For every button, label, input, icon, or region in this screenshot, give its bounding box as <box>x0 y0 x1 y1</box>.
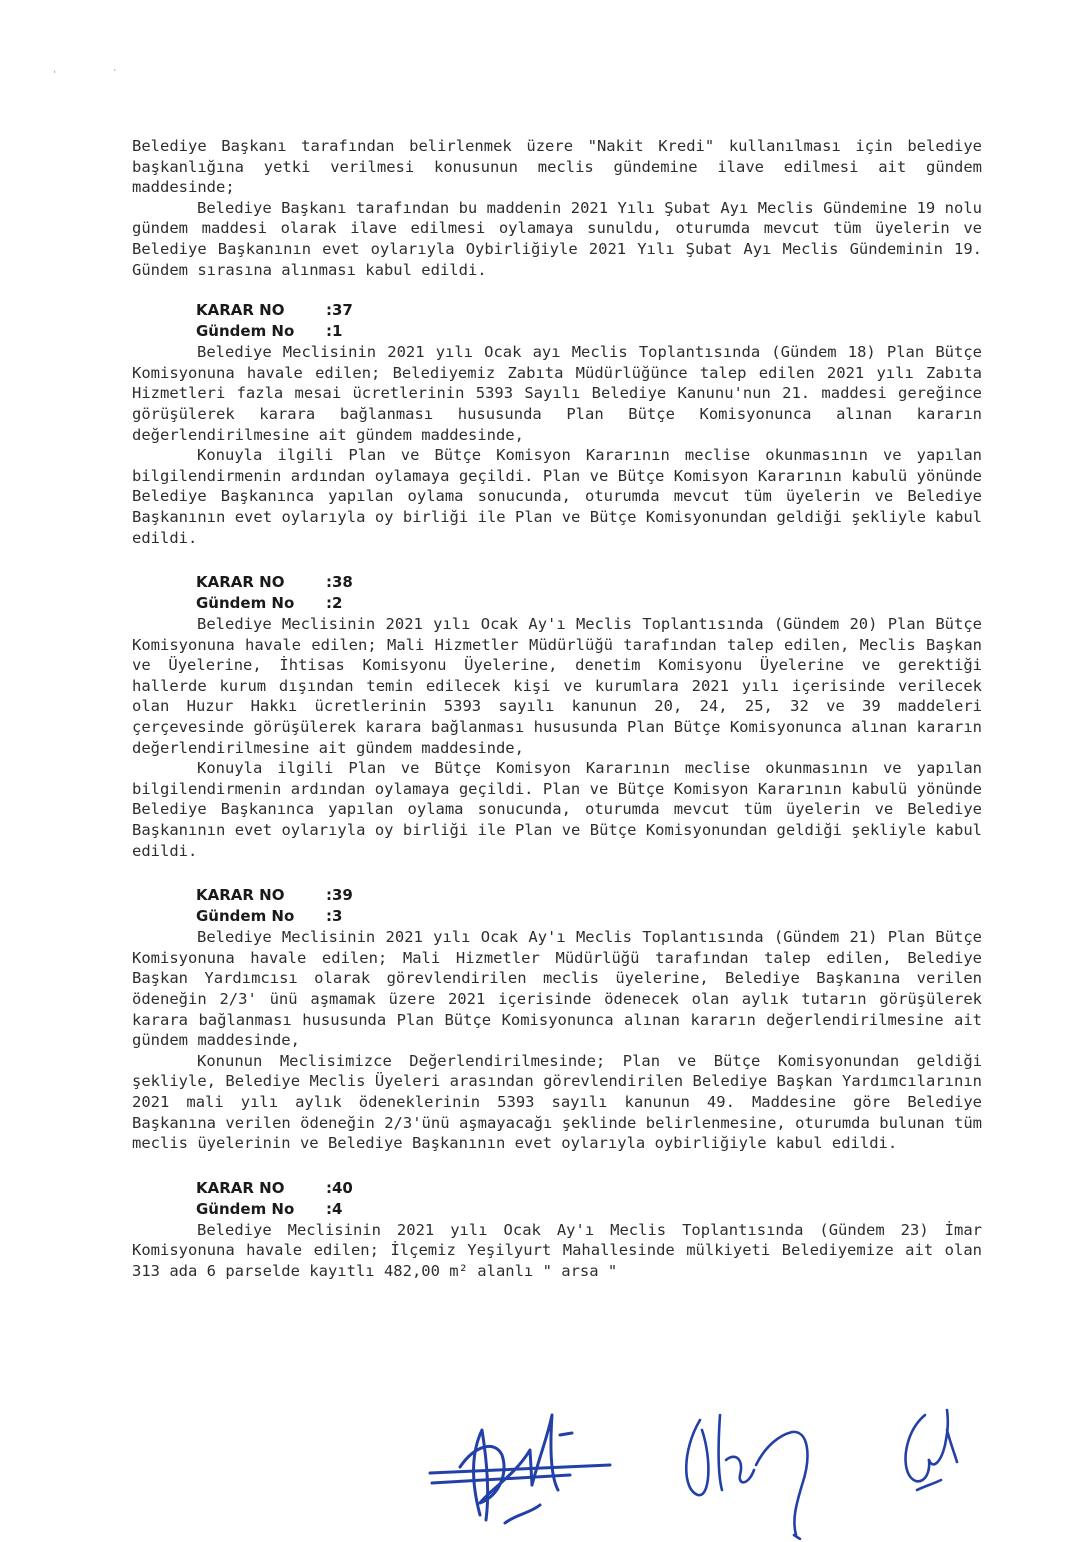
decision-paragraph-1: Belediye Meclisinin 2021 yılı Ocak Ay'ı Meclis Toplantısında (Gündem 23) İmar Komisyonuna havale edilen; İlçemiz Yeşilyurt Mahallesinde mülkiyeti Belediyemize ait olan 313 ada 6 parselde kayıtlı 482,00 m² alanlı " arsa " <box>132 1220 982 1280</box>
gundem-no-label: Gündem No <box>196 322 295 341</box>
karar-no-line <box>196 572 982 593</box>
decision-block <box>132 885 982 1154</box>
gundem-no-line <box>196 593 982 614</box>
decision-paragraph-2: Konuyla ilgili Plan ve Bütçe Komisyon Kararının meclise okunmasının ve yapılan bilgilendirmenin ardından oylamaya geçildi. Plan ve Bütçe Komisyon Kararının kabulü yönünde Belediye Başkanınca yapılan oylama sonucunda, oturumda mevcut tüm üyelerin ve Belediye Başkanının evet oylarıyla oy birliği ile Plan ve Bütçe Komisyonundan geldiği şekliyle kabul edildi. <box>132 446 982 547</box>
gundem-no-value: :2 <box>326 594 343 613</box>
gundem-no-line <box>196 321 982 342</box>
gundem-no-value: :1 <box>326 322 343 341</box>
decision-block <box>132 300 982 548</box>
scan-speck: · <box>112 66 118 76</box>
gundem-no-label: Gündem No <box>196 907 295 926</box>
signature-left <box>420 1395 620 1535</box>
gundem-no-line <box>196 906 982 927</box>
karar-no-line <box>196 885 982 906</box>
karar-no-value: :40 <box>326 1178 353 1197</box>
signature-middle <box>670 1400 830 1540</box>
decision-block <box>132 1178 982 1282</box>
karar-no-label: KARAR NO <box>196 573 285 592</box>
scan-speck: ' <box>52 70 58 80</box>
gundem-no-label: Gündem No <box>196 594 295 613</box>
decision-paragraph-1: Belediye Meclisinin 2021 yılı Ocak Ay'ı Meclis Toplantısında (Gündem 21) Plan Bütçe Komisyonuna havale edilen; Mali Hizmetler Müdürlüğü tarafından talep edilen, Belediye Başkan Yardımcısı olarak görevlendirilen meclis üyelerine, Belediye Başkanına verilen ödeneğin 2/3' ünü aşmamak üzere 2021 içerisinde ödenecek olan aylık tutarın görüşülerek karara bağlanması hususunda Plan Bütçe Komisyonunca alınan kararın değerlendirilmesine ait gündem maddesinde, <box>132 928 982 1050</box>
karar-no-line <box>196 300 982 321</box>
gundem-no-label: Gündem No <box>196 1199 295 1218</box>
karar-no-value: :39 <box>326 886 353 905</box>
gundem-no-value: :4 <box>326 1199 343 1218</box>
gundem-no-line <box>196 1199 982 1220</box>
intro-paragraph-1: Belediye Başkanı tarafından belirlenmek üzere "Nakit Kredi" kullanılması için belediye başkanlığına yetki verilmesi konusunun meclis gündemine ilave edilmesi ait gündem maddesinde; <box>132 137 982 197</box>
gundem-no-value: :3 <box>326 907 343 926</box>
decision-paragraph-1: Belediye Meclisinin 2021 yılı Ocak Ay'ı Meclis Toplantısında (Gündem 20) Plan Bütçe Komisyonuna havale edilen; Mali Hizmetler Müdürlüğü tarafından talep edilen, Meclis Başkan ve Üyelerine, İhtisas Komisyonu Üyelerine, denetim Komisyonu Üyelerine ve gerektiği hallerde kurum dışından temin edilecek kişi ve kurumlara 2021 yılı içerisinde verilecek olan Huzur Hakkı ücretlerinin 5393 sayılı kanunun 20, 24, 25, 32 ve 39 maddeleri çerçevesinde görüşülerek karara bağlanması hususunda Plan Bütçe Komisyonunca alınan kararın değerlendirilmesine ait gündem maddesinde, <box>132 615 982 757</box>
karar-no-label: KARAR NO <box>196 886 285 905</box>
decision-block <box>132 572 982 861</box>
signature-right <box>885 1400 975 1510</box>
karar-no-label: KARAR NO <box>196 301 285 320</box>
document-body <box>132 136 982 1282</box>
karar-no-label: KARAR NO <box>196 1178 285 1197</box>
decision-paragraph-2: Konuyla ilgili Plan ve Bütçe Komisyon Kararının meclise okunmasının ve yapılan bilgilendirmenin ardından oylamaya geçildi. Plan ve Bütçe Komisyon Kararının kabulü yönünde Belediye Başkanınca yapılan oylama sonucunda, oturumda mevcut tüm üyelerin ve Belediye Başkanının evet oylarıyla oy birliği ile Plan ve Bütçe Komisyonundan geldiği şekliyle kabul edildi. <box>132 759 982 860</box>
karar-no-value: :37 <box>326 301 353 320</box>
decision-paragraph-1: Belediye Meclisinin 2021 yılı Ocak ayı Meclis Toplantısında (Gündem 18) Plan Bütçe Komisyonuna havale edilen; Belediyemiz Zabıta Müdürlüğünce talep edilen 2021 yılı Zabıta Hizmetleri fazla mesai ücretlerinin 5393 Sayılı Belediye Kanunu'nun 21. maddesi gereğince görüşülerek karara bağlanması hususunda Plan Bütçe Komisyonunca alınan kararın değerlendirilmesine ait gündem maddesinde, <box>132 343 982 444</box>
decision-paragraph-2: Konunun Meclisimizce Değerlendirilmesinde; Plan ve Bütçe Komisyonundan geldiği şekliyle, Belediye Meclis Üyeleri arasından görevlendirilen Belediye Başkan Yardımcılarının 2021 mali yılı aylık ödeneklerinin 5393 sayılı kanunun 49. Maddesine göre Belediye Başkanına verilen ödeneğin 2/3'ünü aşmayacağı şeklinde belirlenmesine, oturumda bulunan tüm meclis üyelerinin ve Belediye Başkanının evet oylarıyla oybirliğiyle kabul edildi. <box>132 1051 982 1153</box>
intro-paragraph-2: Belediye Başkanı tarafından bu maddenin 2021 Yılı Şubat Ayı Meclis Gündemine 19 nolu gündem maddesi olarak ilave edilmesi oylamaya sunuldu, oturumda mevcut tüm üyelerin ve Belediye Başkanının evet oylarıyla Oybirliğiyle 2021 Yılı Şubat Ayı Meclis Gündeminin 19. Gündem sırasına alınması kabul edildi. <box>132 198 982 279</box>
karar-no-value: :38 <box>326 573 353 592</box>
karar-no-line <box>196 1178 982 1199</box>
